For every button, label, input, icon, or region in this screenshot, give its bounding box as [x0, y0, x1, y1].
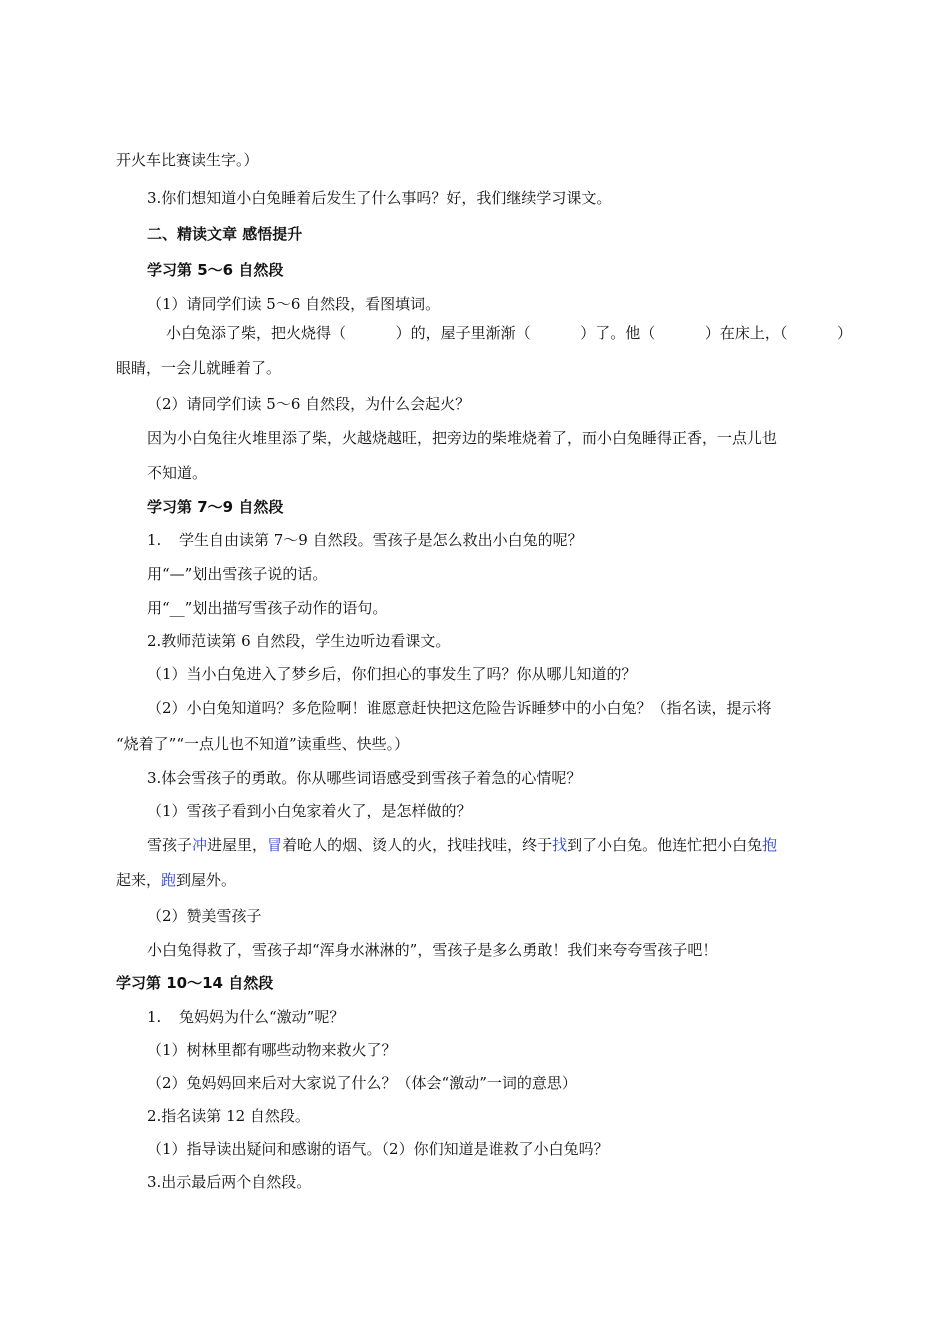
fill-blank-segment: ）在床上，（	[704, 324, 788, 342]
text-line: （2）小白兔知道吗？多危险啊！谁愿意赶快把这危险告诉睡梦中的小白兔？（指名读，提示将	[147, 699, 772, 717]
numbered-item	[147, 530, 583, 550]
text-line: 用“—”划出雪孩子说的话。	[147, 565, 328, 583]
text-line: 开火车比赛读生字。）	[116, 151, 259, 169]
text-line: 2.教师范读第 6 自然段，学生边听边看课文。	[147, 632, 451, 650]
text-line: （1）指导读出疑问和感谢的语气。（2）你们知道是谁救了小白兔吗？	[147, 1140, 609, 1158]
text-line: 因为小白兔往火堆里添了柴，火越烧越旺，把旁边的柴堆烧着了，而小白兔睡得正香，一点儿也	[147, 429, 778, 447]
text-line: 3.出示最后两个自然段。	[147, 1173, 312, 1191]
text-line: （1）树林里都有哪些动物来救火了？	[147, 1041, 397, 1059]
text-line: 小白兔得救了，雪孩子却“浑身水淋淋的”，雪孩子是多么勇敢！我们来夸夸雪孩子吧！	[147, 941, 718, 959]
section-heading: 二、精读文章 感悟提升	[147, 225, 303, 243]
text-line: 用“__”划出描写雪孩子动作的语句。	[147, 599, 388, 617]
fill-blank-segment: ）的，屋子里渐渐（	[395, 324, 531, 342]
text-line: 不知道。	[147, 464, 208, 482]
text-segment: 雪孩子	[147, 836, 193, 854]
subsection-heading: 学习第 10～14 自然段	[116, 974, 274, 992]
text-segment: 着呛人的烟、烫人的火，找哇找哇，终于	[282, 836, 553, 854]
text-line: 2.指名读第 12 自然段。	[147, 1107, 310, 1125]
text-line: 眼睛，一会儿就睡着了。	[116, 359, 282, 377]
text-segment: 起来，	[116, 871, 162, 889]
text-line: （1）请同学们读 5～6 自然段，看图填词。	[147, 295, 441, 313]
item-text: 兔妈妈为什么“激动”呢？	[179, 1008, 345, 1026]
text-line: （2）请同学们读 5～6 自然段，为什么会起火？	[147, 395, 471, 413]
text-segment: 进屋里，	[207, 836, 268, 854]
subsection-heading: 学习第 7～9 自然段	[147, 498, 284, 516]
fill-blank-segment: ）	[836, 324, 852, 342]
highlighted-verb: 冒	[267, 836, 283, 854]
text-line: （2）兔妈妈回来后对大家说了什么？（体会“激动”一词的意思）	[147, 1074, 577, 1092]
fill-blank-line	[166, 323, 852, 343]
fill-blank-segment: 小白兔添了柴，把火烧得（	[166, 324, 347, 342]
text-line: 3.你们想知道小白兔睡着后发生了什么事吗？好，我们继续学习课文。	[147, 189, 612, 207]
text-line: （1）当小白兔进入了梦乡后，你们担心的事发生了吗？你从哪儿知道的？	[147, 665, 637, 683]
text-segment: 到了小白兔。他连忙把小白兔	[567, 836, 763, 854]
text-segment: 到屋外。	[176, 871, 237, 889]
highlighted-verb: 跑	[161, 871, 177, 889]
item-number: 1.	[147, 1008, 162, 1026]
subsection-heading: 学习第 5～6 自然段	[147, 261, 284, 279]
highlighted-line	[147, 835, 777, 855]
item-text: 学生自由读第 7～9 自然段。雪孩子是怎么救出小白兔的呢？	[179, 531, 583, 549]
text-line: （1）雪孩子看到小白兔家着火了，是怎样做的？	[147, 802, 472, 820]
text-line: （2）赞美雪孩子	[147, 907, 262, 925]
highlighted-verb: 抱	[762, 836, 778, 854]
item-number: 1.	[147, 531, 162, 549]
text-line: 3.体会雪孩子的勇敢。你从哪些词语感受到雪孩子着急的心情呢？	[147, 769, 582, 787]
numbered-item	[147, 1007, 344, 1027]
highlighted-verb: 冲	[192, 836, 208, 854]
highlighted-verb: 找	[552, 836, 568, 854]
fill-blank-segment: ）了。他（	[580, 324, 656, 342]
highlighted-line	[116, 870, 236, 890]
text-line: “烧着了”“一点儿也不知道”读重些、快些。）	[116, 735, 410, 753]
